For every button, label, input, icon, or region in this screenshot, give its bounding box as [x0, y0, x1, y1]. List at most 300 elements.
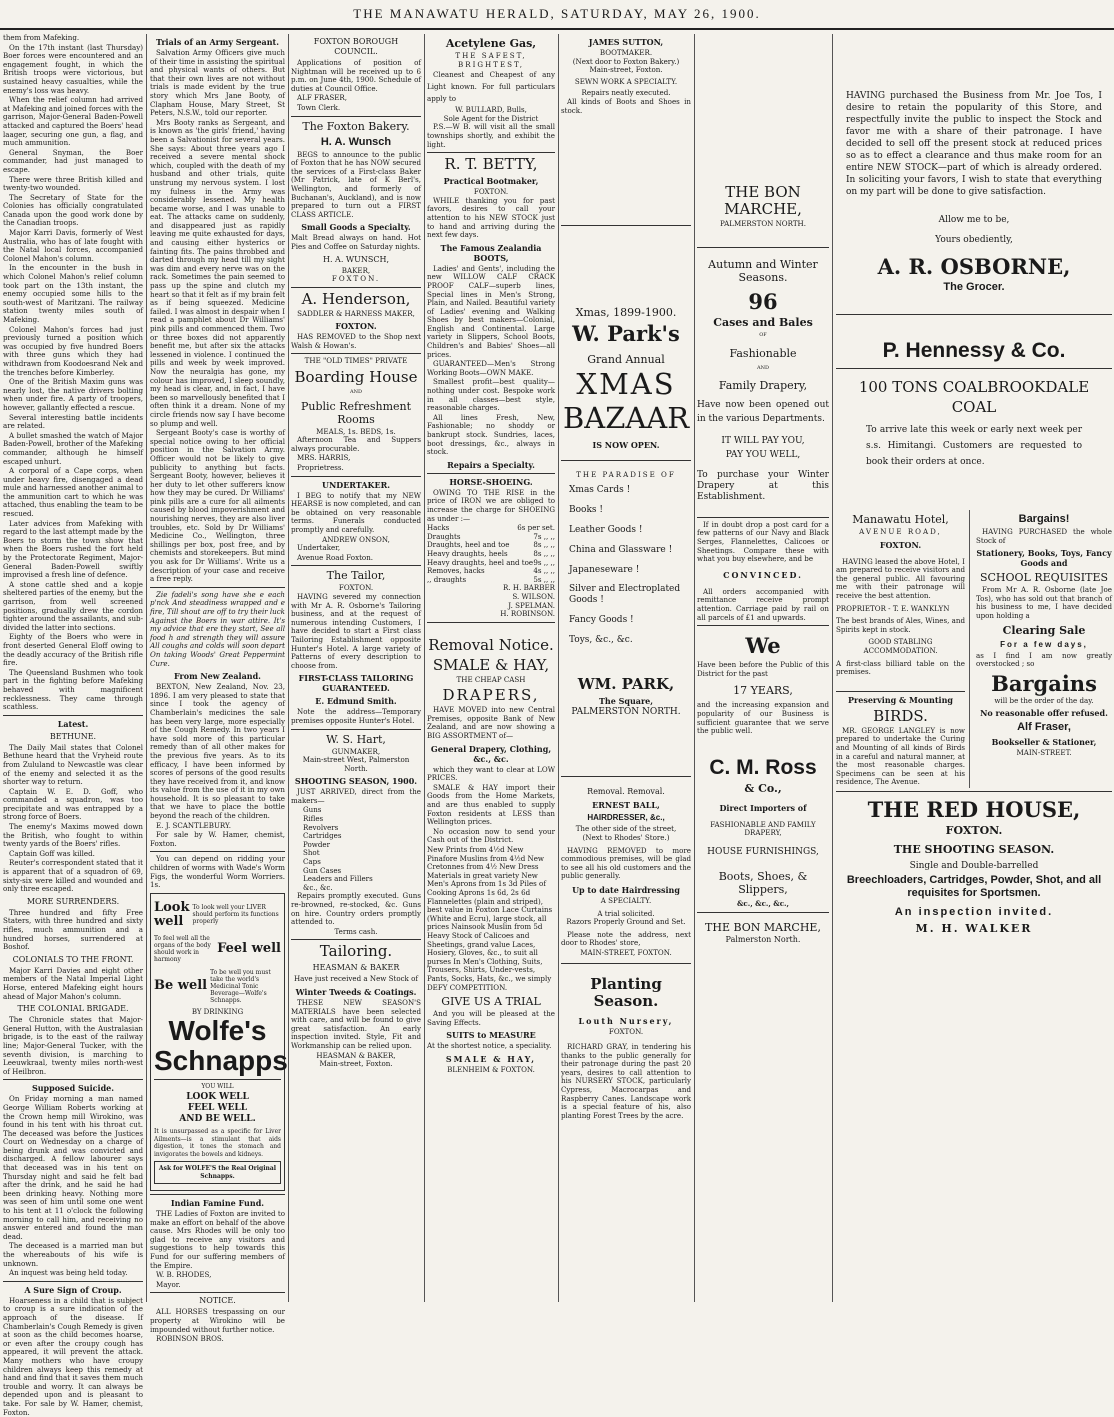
section-rule [697, 625, 829, 626]
section-rule [697, 912, 829, 913]
news-paragraph: A corporal of a Cape corps, when under heavy fire, disengaged a dead mule and harnessed another animal to the ammunition cart to which he was attached, thus enabling the team to be rescued. [3, 466, 143, 519]
ad-heading: THE BON MARCHE, [705, 921, 821, 935]
ad-subheading: GUNMAKER, [331, 746, 381, 756]
column-divider [288, 34, 289, 1302]
ad-text: BEGS to announce to the public of Foxton that he has NOW secured the services of a First-class Baker (Mr Patrick, late of K Berl's, Wellington, and formerly of Buchanan's, Auckland), and is now prepared to turn out a FIRST CLASS ARTICLE. [291, 149, 421, 219]
ad-text: and the increasing expansion and popularity of our Business is sufficient guarantee that we serve the public well. [697, 700, 829, 736]
ad-heading: GIVE US A TRIAL [441, 995, 541, 1009]
table-cell: 5s ,, ,, [533, 574, 555, 584]
item-list [561, 480, 691, 650]
news-paragraph: There were three British killed and twenty-two wounded. [3, 174, 143, 193]
ad-heading: Breechloaders, Cartridges, Powder, Shot, and all requisites for Sportsmen. [846, 874, 1102, 900]
ad-heading: Fashionable [729, 347, 797, 361]
ad-text: Malt Bread always on hand. Hot Pies and Coffee on Saturday nights. [291, 233, 421, 251]
article-paragraph: Mrs Booty ranks as Sergeant, and is known as 'the girls' friend,' having been a Salvationist for several years. She says: About three years ago I received a severe mental shock which, coupled with the death of my husband and other trials, quite unstrung my nervous system. I lost my fulness in the Army was considerably lessened. My health became worse, and I was unable to eat. The attacks came on suddenly, and disappeared just as rapidly leaving me quite exhausted for days, and causing either hysterics or fainting fits. The pains throbbed and darted through my head till my sight was dim and every nerve was on the rack. Sometimes the pain seemed to pass up the spine and clutch my heart so that it felt as if my brain felt as if being squeezed. Medicine failed. I was almost in despair when I read a pamphlet about Dr Williams' pink pills and commenced them. Two or three boxes did not apparently benefit me, but after six the attacks lessened in violence. I continued the pills and week by week improved. Now the neuralgia has gone, my colour has improved, I sleep soundly, my head is clear, and, in fact, I have been so marvellously benefited that I often think it a dream. None of my circle friends now say I have become so plump and well. [150, 117, 285, 428]
ad-heading: Planting Season. [590, 975, 662, 1011]
ad-text: OF [759, 331, 767, 338]
ad-text: All orders accompanied with remittance receive prompt attention. Carriage paid by rail on all parcels of £1 and upwards. [697, 586, 829, 622]
ad-text: At the shortest notice, a speciality. [427, 1041, 552, 1051]
section-rule [3, 1281, 143, 1282]
osborne-ad [836, 84, 1112, 252]
news-paragraph: In the encounter in the bush in which Colonel Mahon's relief column took part on the 13th instant, the enemy occupied some hills to the south-west of Maritzani. The railway station twenty miles south of Mafeking. [3, 263, 143, 324]
list-item: Fancy Goods ! [569, 614, 634, 625]
ad-heading: UNDERTAKER. [321, 479, 391, 490]
news-paragraph: Three hundred and fifty Free Staters, with three hundred and sixty rifles, much ammunition and a hundred horses, surrendered at Boshof. [3, 907, 143, 952]
news-paragraph: Major Karri Davies and eight other members of the Natal Imperial Light Horse, entered Mafeking eight hours ahead of Major Mahon's column. [3, 965, 143, 1001]
column-ads-2 [427, 34, 555, 1302]
ad-headline: Be well [154, 978, 208, 994]
ad-text: MAIN-STREET. [1016, 748, 1072, 758]
ad-heading: HORSE-SHOEING. [449, 476, 533, 487]
ad-heading: COAL [951, 398, 997, 416]
ad-text: Main-street West, Palmerston North. [302, 755, 410, 773]
ad-text: YOU WILL [201, 1083, 234, 1091]
list-item: Revolvers [303, 822, 339, 832]
ad-heading: The Tailor, [326, 569, 386, 583]
ad-text: To feel well all the organs of the body should work in harmony [154, 934, 211, 963]
news-paragraph: An inquest was being held today. [9, 1268, 128, 1278]
section-heading: Latest. [57, 718, 89, 729]
section-rule [697, 517, 829, 518]
section-rule [427, 152, 555, 153]
column-divider [694, 34, 695, 1302]
ad-text: FASHIONABLE AND FAMILY DRAPERY, [710, 819, 816, 838]
ad-subheading: PALMERSTON NORTH. [571, 706, 681, 717]
ad-subheading: The Square, [598, 695, 654, 706]
ad-heading: An inspection invited. [894, 906, 1054, 919]
section-rule [836, 691, 965, 692]
section-rule [291, 116, 421, 117]
column-divider [832, 34, 833, 1302]
ad-text: LOOK WELL [186, 1092, 249, 1102]
ad-subheading: PALMERSTON NORTH. [719, 219, 807, 228]
column-news [3, 33, 143, 1417]
signature: Town Clerk. [297, 102, 341, 112]
ad-text: FEEL WELL [187, 1103, 248, 1113]
ad-text: AND [757, 365, 769, 372]
ad-heading: P. Hennessy & Co. [882, 339, 1066, 362]
ad-signature: J. SPELMAN. [508, 600, 555, 610]
table-cell: Hacks [427, 523, 450, 533]
news-paragraph: Colonel Mahon's forces had just previously turned a position which was occupied by five hundred Boers with three guns which they had withdrawn from Koodoesrand Nek and the trenches before Kimberley. [3, 324, 143, 377]
ad-signature: W. BULLARD, Bulls, [455, 105, 527, 115]
section-rule [836, 314, 1112, 315]
ad-heading: FOXTON. [945, 823, 1003, 837]
ad-subheading: FOXTON. [338, 583, 374, 593]
news-paragraph: Eighty of the Boers who were in front deserted General Eloff owing to the deadly accuracy of the British rifle fire. [3, 632, 143, 668]
ad-subheading: For a few days, [1000, 639, 1088, 649]
ad-subheading: FOXTON. [335, 321, 377, 332]
ad-text: Please note the address, next door to Rhodes' store, [561, 929, 691, 948]
section-subheading: COLONIALS TO THE FRONT. [12, 954, 134, 964]
ad-text: Have now been opened out in the various Departments. [697, 399, 829, 424]
ad-text: HAVING purchased the Business from Mr. Joe Tos, I desire to retain the popularity of this Store, and respectfully invite the public to inspect the Stock and favor me with a share of their patronage. I have decided to sell off the present stock at reduced prices so as to effect a clearance and thus make room for an entire NEW STOCK—part of which is already ordered. In soliciting your favors, I wish to state that everything on my part will be done to give satisfaction. [846, 91, 1102, 197]
ad-text: Yours obediently, [935, 235, 1013, 245]
ad-subheading: Single and Double-barrelled [909, 860, 1039, 871]
article-paragraph: ALL HORSES trespassing on our property at Wirokino will be impounded without further notice. [150, 1307, 285, 1334]
news-paragraph: The Chronicle states that Major-General Hutton, with the Australasian brigade, is to the east of the railway line; Major-General Tucker, with the seventh division, is marching to Leeuwkraal, twenty miles north-west of Heilbron. [3, 1015, 143, 1076]
ad-text: SMALE & HAY import their Goods from the Home Markets, and are thus enabled to supply Foxton residents at LESS than Wellington prices. [427, 782, 555, 827]
price-table [427, 524, 555, 584]
signature: ROBINSON BROS. [156, 1334, 224, 1344]
ad-text: Razors Properly Ground and Set. [566, 917, 686, 927]
column-divider [558, 34, 559, 1302]
ad-text: A trial solicited. [597, 908, 655, 918]
section-rule [154, 1079, 281, 1080]
ad-heading: Removal. Removal. [587, 787, 665, 797]
list-item: Gun Cases [303, 865, 342, 875]
ad-text: And you will be pleased at the Saving Effects. [427, 1009, 555, 1027]
ad-heading: XMAS [576, 367, 676, 402]
ad-text: Have just received a New Stock of [293, 974, 419, 984]
ad-text: RICHARD GRAY, in tendering his thanks to the public generally for their patronage during the past 20 years, desires to call attention to his NURSERY STOCK, particularly Cypress, Macrocarpas and Raspberry Canes. Landscape work is a special feature of his, also planting Forest Trees by the acre. [561, 1042, 691, 1120]
ad-text: A first-class billiard table on the premises. [836, 658, 965, 677]
ad-text: Allow me to be, [938, 215, 1010, 225]
ad-brand: Schnapps [154, 1045, 288, 1077]
table-cell: Removes, hacks [427, 566, 485, 576]
ad-heading: Removal Notice. [428, 635, 554, 654]
signature: E. J. SCANTLEBURY. [156, 820, 232, 830]
news-paragraph: The Daily Mail states that Colonel Bethune heard that the Vryheid route from Zululand to Newcastle was clear of the enemy and selected it as the shorter way to return. [3, 742, 143, 787]
ad-text: OWING TO THE RISE in the price of IRON we are obliged to increase the charge for SHOEING as under :— [427, 487, 555, 523]
ad-heading: Clearing Sale [1002, 623, 1086, 637]
section-heading: A Sure Sign of Croup. [24, 1284, 122, 1295]
section-heading: Supposed Suicide. [31, 1083, 115, 1094]
ad-text: which they want to clear at LOW PRICES. [427, 764, 555, 783]
section-heading: Indian Famine Fund. [170, 1198, 265, 1208]
ad-text: MAIN-STREET, FOXTON. [580, 947, 672, 957]
column-ads-5 [836, 34, 1112, 1302]
section-heading: NOTICE. [199, 1296, 236, 1306]
ad-text: HAVING severed my connection with Mr A. R. Osborne's Tailoring business, and at the request of numerous intending Customers, I have decided to start a First class Tailoring Establishment opposite Hunter's Hotel. A large variety of Patterns of every description to choose from. [291, 591, 421, 670]
table-cell: 8s ,, ,, [533, 540, 555, 550]
ad-subheading: SHOOTING SEASON, 1900. [294, 776, 418, 787]
ad-text: Cleanest and Cheapest of any Light known. For full particulars apply to [427, 70, 555, 104]
ad-text: P.S.—W B. will visit all the small townships shortly, and exhibit the light. [427, 122, 555, 149]
ad-subheading: A SPECIALTY. [600, 895, 652, 905]
ad-subheading: CONVINCED. [723, 569, 803, 580]
article-paragraph: Sergeant Booty's case is worthy of special notice owing to her official position in the Salvation Army. Officer would not be likely to give publicity to anything but facts. Sergeant Booty, however, believes it her duty to let other sufferers know how they may be cured. Dr Williams' pink pills are a cure for all ailments caused by blood impoverishment and nourishing nerves, they are also liver troubles, etc. Sold by Dr Williams' Medicine Co., Wellington, three shillings per box, post free, and by chemists and storekeepers. But mind you ask for Dr Williams'. Write us a description of your case and receive a free reply. [150, 428, 285, 584]
ad-text: To purchase your Winter Drapery at this Establishment. [697, 469, 829, 502]
section-rule [291, 287, 421, 288]
table-cell: 4s ,, ,, [533, 566, 555, 576]
table-cell: 8s ,, ,, [533, 548, 555, 558]
ad-text: It is unsurpassed as a specific for Liver Ailments—is a stimulant that aids digestion, it tones the stomach and invigorates the bowels and kidneys. [154, 1128, 281, 1158]
ad-text: THESE NEW SEASON'S MATERIALS have been selected with care, and will be found to give great satisfaction. An early inspection invited. Style, Fit and Workmanship can be relied upon. [291, 997, 421, 1050]
section-heading: Trials of an Army Sergeant. [155, 37, 280, 47]
ad-signature: E. Edmund Smith. [315, 696, 397, 707]
ad-heading: Grand Annual [587, 353, 665, 367]
signature: Undertaker, [297, 543, 341, 553]
list-item: Leaders and Fillers [303, 874, 373, 884]
ad-text: To arrive late this week or early next week per s.s. Himitangi. Customers are requested to book their orders at once. [866, 425, 1082, 467]
ad-heading: Cases and Bales [713, 315, 813, 329]
news-paragraph: Captain W. E. D. Goff, who commanded a squadron, was too precipitate and was entrapped by a strong force of Boers. [3, 786, 143, 822]
ad-text: Afternoon Tea and Suppers always procurable. [291, 435, 421, 453]
ad-heading: H. A. Wunsch [320, 135, 392, 148]
column-articles [150, 34, 288, 1344]
ad-signature: HEASMAN & BAKER, [316, 1050, 396, 1060]
section-rule [561, 963, 691, 964]
ad-heading: Manawatu Hotel, [852, 513, 949, 526]
section-rule [150, 1292, 285, 1293]
table-cell: 9s ,, ,, [533, 557, 555, 567]
ad-heading: C. M. Ross [709, 755, 817, 779]
ad-subheading: FOXTON. [879, 539, 922, 550]
ad-heading: SCHOOL REQUISITES [979, 571, 1109, 585]
section-rule [150, 1194, 285, 1195]
ad-heading: 17 YEARS, [733, 684, 793, 698]
ad-text: No occasion now to send your Cash out of the District. [427, 826, 555, 845]
ad-text: Applications of position of Nightman will be received up to 6 p.m. on June 4th, 1900. Schedule of duties at Council Office. [291, 58, 421, 93]
ad-heading: Acetylene Gas, [445, 37, 537, 50]
ad-text: GOOD STABLING ACCOMMODATION. [863, 637, 938, 655]
article-paragraph: For sale by W. Hamer, chemist, Foxton. [150, 830, 285, 848]
ad-subheading: Palmerston North. [725, 935, 801, 945]
ad-text: WHILE thanking you for past favors, desires to call your attention to his NEW STOCK just to hand and arriving during the next few days. [427, 195, 555, 240]
ad-text: From Mr A. R. Osborne (late Joe Tos), who has sold out that branch of his business to me, I have decided upon holding a [976, 585, 1112, 620]
table-cell: ,, draughts [427, 574, 467, 584]
ad-text: JUST ARRIVED, direct from the makers— [291, 787, 421, 805]
ad-subheading: Bookseller & Stationer, [991, 737, 1097, 748]
ad-heading: 100 TONS COALBROOKDALE [858, 378, 1090, 396]
ad-text: HAS REMOVED to the Shop next Walsh & Howan's. [291, 332, 421, 350]
news-paragraph: A bullet smashed the watch of Major Baden-Powell, brother of the Mafeking commander, although he himself escaped unhurt. [3, 430, 143, 466]
section-heading: From New Zealand. [174, 671, 261, 682]
ad-subheading: The Famous Zealandia BOOTS, [440, 242, 542, 263]
signature: Mayor. [156, 1279, 181, 1289]
ad-text: (Next door to Foxton Bakery.) [572, 56, 680, 66]
news-paragraph: Several interesting battle incidents are related. [3, 412, 143, 431]
ad-text: BY DRINKING [191, 1007, 244, 1016]
column-ads-1 [291, 34, 421, 1302]
ad-signature: S. WILSON. [512, 591, 555, 601]
column-ads-3 [561, 34, 691, 1302]
ad-heading: Alf Fraser, [1017, 721, 1071, 734]
ad-signature: BLENHEIM & FOXTON. [447, 1064, 535, 1074]
ad-subheading: SUITS to MEASURE [446, 1030, 536, 1041]
ad-subheading: General Drapery, Clothing, &c., &c. [430, 743, 552, 764]
section-rule [561, 225, 691, 226]
list-item: Cartridges [303, 831, 342, 841]
news-paragraph: Later advices from Mafeking with regard to the last attempt made by the Boers to storm the town show that when the Boers rushed the fort held by the Protectorate Regiment, Major-General Baden-Powell swiftly improvised a fresh line of defence. [3, 518, 143, 580]
ad-heading: WM. PARK, [577, 674, 675, 693]
table-cell: Heavy draughts, heel and toe [427, 557, 534, 567]
section-subheading: MORE SURRENDERS. [26, 896, 120, 906]
section-rule [697, 247, 829, 248]
table-cell: 7s ,, ,, [533, 531, 555, 541]
ad-text: GUARANTEED—Men's Strong Working Boots—OWN MAKE. [427, 359, 555, 377]
ad-heading: FOXTON BOROUGH COUNCIL. [313, 37, 399, 56]
ad-text: AND [350, 389, 362, 396]
list-item: Powder [303, 839, 330, 849]
news-paragraph: One of the British Maxim guns was nearly lost, the native drivers bolting when under fire. A party of troopers, however, gallantly effected a rescue. [3, 377, 143, 412]
ad-heading: Public Refreshment Rooms [300, 399, 412, 426]
ad-subheading: THE SAFEST, BRIGHTEST, [455, 51, 527, 69]
ad-heading: Boots, Shoes, & Slippers, [718, 870, 808, 897]
ad-subheading: The Grocer. [943, 281, 1005, 293]
list-item: Caps [303, 857, 321, 867]
section-rule [561, 460, 691, 461]
news-paragraph: On the 17th instant (last Thursday) Boer forces were encountered and an engagement fought, in which the British troops were victorious, but sustained heavy casualties, while the enemy's loss was heavy. [3, 42, 143, 95]
ad-text: Repairs neatly executed. [581, 88, 671, 98]
section-rule [836, 368, 1112, 369]
ad-heading: Family Drapery, [718, 378, 808, 392]
signature: Avenue Road Foxton. [297, 552, 374, 562]
ad-heading: BAZAAR [562, 401, 690, 436]
poem: Zie fadeli's song have she e each p'nck And steadiness wrapped and e fire, Till shout are off to try their luck Against the Boers in war attire. It's my advice that ere they start, See all food h and strength they will assure All coughs and colds will soon depart On taking Woods' Great Peppermint Cure. [150, 589, 285, 668]
article-paragraph: BEXTON, New Zealand, Nov. 23, 1896. I am very pleased to state that since I took the agency of Chamberlain's medicines the sale has been very large, more especially of the Cough Remedy. In two years I have sold more of this particular remedy than of all other makes for the previous five years. As to its efficacy, I have been informed by scores of persons of the good results they have received from it, and know its value from the use of it in my own household. It is so pleasant to take that we have to place the bottle beyond the reach of the children. [150, 682, 285, 821]
list-item: China and Glassware ! [569, 544, 673, 555]
ad-subheading: HEASMAN & BAKER [312, 963, 400, 973]
list-item: Leather Goods ! [569, 524, 643, 535]
ad-heading: THE RED HOUSE, [867, 796, 1081, 822]
ad-text: Ladies' and Gents', including the new WILLOW CALF CRACK PROOF CALF—superb lines, Special lines in Men's Strong, Plain, and Nailed. Beautiful variety of Ladies' evening and Walking Shoes by best makers—Colonial, English and Continental. Large variety in Slippers, School Boots, Children's and Babies' Shoes—all prices. [427, 263, 555, 359]
masthead: THE MANAWATU HERALD, SATURDAY, MAY 26, 1900. [353, 6, 761, 21]
ad-signature: ANDREW ONSON, [322, 534, 390, 544]
ad-text: Have been before the Public of this District for the past [697, 660, 829, 678]
ad-subheading: Practical Bootmaker, [443, 176, 539, 187]
ad-text: &c., &c., &c., [737, 899, 789, 909]
list-item: Books ! [569, 504, 604, 515]
ad-subheading: AVENUE ROAD, [859, 527, 942, 536]
ad-subheading: BOOTMAKER. [599, 48, 653, 57]
ad-heading: Autumn and Winter Seasons. [708, 257, 818, 284]
ad-text: as I find I am now greatly overstocked ; so [976, 650, 1112, 669]
ad-headline: Feel well [217, 940, 281, 956]
ad-text: All lines Fresh, New, Fashionable; no shoddy or bankrupt stock. Sundries, laces, boot dressings, &c., always in stock. [427, 412, 555, 457]
section-rule [3, 715, 143, 716]
ad-text: New Prints from 4½d New Pinafore Muslins from 4½d New Cretonnes from 4½ New Dress Materials in great variety New Men's Aprons from 1s 3d Piles of Cooking Aprons 1s 6d, 2s 6d Flannelettes (plain and striped), best value in Foxton Lace Curtains (White and Ecru), large stock, all prices Nainsook Muslin from 5d Heavy Stock of Calicoes and Sheetings, grand value Laces, Hosiery, Gloves, &c., to suit all purses In Men's Clothing, Suits, Trousers, Shirts, Under-vests, Pants, Socks, Hats, &c., we simply DEFY COMPETITION. [427, 845, 553, 992]
ad-subheading: SEWN WORK A SPECIALTY. [574, 76, 678, 86]
ad-text: I BEG to notify that my NEW HEARSE is now completed, and can be obtained on very reasonable terms. Funerals conducted promptly and carefully. [291, 490, 421, 534]
ad-subheading: Louth Nursery, [578, 1016, 674, 1027]
ad-heading: A. R. OSBORNE, [877, 254, 1071, 279]
signature: W. B. RHODES, [156, 1270, 212, 1280]
article-paragraph: Salvation Army Officers give much of their time in assisting the spiritual and physical wants of others. But that their own lives are not without trials is made evident by the true story which Mrs Jane Booty, of Clapham House, Mary Street, St Peters, N.S.W., told our reporter. [150, 48, 285, 118]
ad-text: HAVING PURCHASED the whole Stock of [976, 527, 1112, 545]
list-item: Guns [303, 805, 322, 815]
ad-signature: Sole Agent for the District [443, 113, 539, 123]
ad-heading: THE SHOOTING SEASON. [893, 842, 1055, 856]
section-rule [291, 476, 421, 477]
ad-heading: A. Henderson, [301, 289, 411, 308]
section-rule [561, 776, 691, 777]
bargains-ad [976, 510, 1112, 788]
ad-heading: Tailoring. [319, 942, 393, 961]
ad-subheading: HOUSE FURNISHINGS, [707, 846, 819, 857]
ad-subheading: HAIRDRESSER, &c., [587, 813, 665, 823]
ad-signature: BAKER, [341, 265, 371, 275]
news-paragraph: them from Mafeking. [3, 33, 80, 42]
ad-heading: Bargains! [1018, 513, 1070, 525]
ad-heading: W. Park's [572, 321, 680, 347]
news-paragraph: The Queensland Bushmen who took part in the fighting before Mafeking behaved with magnificent recklessness. They came through scathless. [3, 667, 143, 712]
ad-subheading: Repairs a Specialty. [447, 459, 535, 470]
ad-heading: R. T. BETTY, [444, 155, 538, 174]
section-rule [427, 622, 555, 623]
news-paragraph: A stone cattle shed and a kopje sheltered parties of the enemy, but the garrison, from well screened positions, gradually drew the cordon tighter around the assailants, and sub-divided the latter into sections. [3, 579, 143, 632]
article-paragraph: THE Ladies of Foxton are invited to make an effort on behalf of the above cause. Mrs Rhodes will be only too glad to receive any visitors and suggestions to help towards this Fund for our suffering members of the Empire. [150, 1209, 285, 1270]
ad-subheading: IT WILL PAY YOU, [721, 435, 805, 446]
table-cell: Draughts, heel and toe [427, 540, 510, 550]
list-item: Rifles [303, 814, 324, 824]
list-item: Japaneseware ! [569, 564, 640, 575]
ad-text: MR. GEORGE LANGLEY is now prepared to undertake the Curing and Mounting of all kinds of Birds in a careful and natural manner, at the most reasonable charges. Specimens can be seen at his residence, The Avenue. [836, 725, 965, 787]
ad-headline: Look well [154, 899, 190, 929]
ad-subheading: THE PARADISE OF [576, 470, 676, 480]
wolfes-ad [150, 893, 288, 1191]
list-item: Shot [303, 848, 320, 858]
ad-text: HAVING leased the above Hotel, I am prepared to receive visitors and the general public. All favouring me with their patronage will receive the best attention. [836, 556, 965, 600]
ad-heading: THE BON MARCHE, [724, 183, 802, 218]
ad-text: Note the address—Temporary premises opposite Hunter's Hotel. [291, 707, 421, 725]
ad-text: The other side of the street, [575, 824, 677, 834]
ad-signature: SMALE & HAY, [445, 1053, 537, 1064]
column-divider [424, 34, 425, 1302]
ad-signature: FOXTON. [331, 274, 381, 284]
ad-text: HAVE MOVED into new Central Premises, opposite Bank of New Zealand, and are now showing a BIG ASSORTMENT of— [427, 705, 555, 741]
ad-text: will be the order of the day. [994, 695, 1094, 705]
ad-text: Ask for WOLFE'S the Real Original Schnapps. [154, 1161, 281, 1184]
ad-subheading: Up to date Hairdressing [572, 884, 680, 895]
table-cell: Draughts [427, 531, 461, 541]
masthead-rule [0, 28, 1114, 30]
section-rule [291, 565, 421, 566]
ad-heading: Preserving & Mounting [848, 694, 953, 705]
signature: MRS. HARRIS, [297, 453, 351, 463]
ad-subheading: PAY YOU WELL, [725, 449, 801, 460]
ad-heading: W. S. Hart, [326, 732, 386, 746]
ad-text: (Next to Rhodes' Store.) [582, 832, 670, 842]
table-cell: 6s per set. [517, 523, 555, 533]
news-paragraph: The Secretary of State for the Colonies has officially congratulated Canada upon the good work done by the Canadian troops. [3, 192, 143, 228]
ad-heading: Boarding House [294, 368, 418, 387]
hotel-ad [836, 510, 970, 788]
ad-text: If in doubt drop a post card for a few patterns of our Navy and Black Serges, Flannelettes, Calicoes or Sheetings. Compare these with what you buy elsewhere, and be [697, 519, 829, 564]
news-paragraph: Major Karri Davis, formerly of West Australia, who has of late fought with the Natal local forces, accompanied Colonel Mahon's column. [3, 228, 143, 263]
news-paragraph: Reuter's correspondent stated that it is apparent that of a squadron of 69, sixty-six were killed and wounded and only three escaped. [3, 858, 143, 894]
ad-brand: Wolfe's [168, 1015, 267, 1047]
ad-heading: 96 [748, 288, 778, 314]
column-ads-4 [697, 34, 829, 1302]
news-paragraph: When the relief column had arrived at Mafeking and joined forces with the garrison, Major-General Baden-Powell attacked and captured the Boers' head laager, securing one gun, a flag, and much ammunition. [3, 95, 143, 148]
ad-text: PROPRIETOR - T. E. WANKLYN [836, 603, 950, 613]
ad-heading: We [745, 633, 781, 659]
news-paragraph: Hoarseness in a child that is subject to croup is a sure indication of the approach of the disease. If Chamberlain's Cough Remedy is given at soon as the child becomes hoarse, or even after the croupy cough has appeared, it will prevent the attack. Many mothers who have croupy children always keep this remedy at hand and find that it saves them much trouble and worry. It can always be depended upon and is pleasant to take. For sale by W. Hamer, chemist, Foxton. [3, 1295, 143, 1417]
section-rule [291, 939, 421, 940]
ad-heading: & Co., [744, 781, 782, 795]
ad-text: MEALS, 1s. BEDS, 1s. [316, 426, 396, 436]
column-divider [146, 34, 147, 1302]
ad-heading: The Foxton Bakery. [302, 119, 410, 133]
list-item: Xmas Cards ! [569, 484, 631, 495]
section-rule [291, 353, 421, 354]
ad-text: FOXTON. [608, 1027, 644, 1037]
ad-row [836, 510, 1112, 788]
ad-text: AND BE WELL. [179, 1114, 256, 1124]
news-paragraph: The enemy's Maxims mowed down the British, who fought to within twenty yards of the Boers' rifles. [3, 822, 143, 849]
section-rule [150, 851, 285, 852]
ad-heading: SMALE & HAY, [432, 655, 550, 674]
section-rule [150, 587, 285, 588]
ad-text: The best brands of Ales, Wines, and Spirits kept in stock. [836, 616, 965, 634]
list-item: Silver and Electroplated Goods ! [569, 583, 681, 605]
ad-subheading: SADDLER & HARNESS MAKER, [297, 308, 415, 318]
ad-heading: Xmas, 1899-1900. [575, 306, 677, 320]
ad-text: All kinds of Boots and Shoes in stock. [561, 96, 691, 115]
ad-subheading: IS NOW OPEN. [592, 440, 660, 451]
